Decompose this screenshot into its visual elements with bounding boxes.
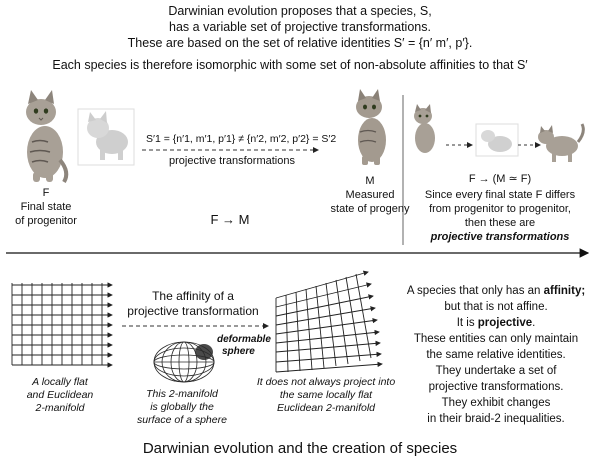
projective-transformations-line: projective transformations. bbox=[428, 381, 564, 393]
cat-progenitor-icon bbox=[26, 90, 66, 182]
not-affine-line: but that is not affine. bbox=[444, 301, 548, 313]
deformable-sphere-icon bbox=[154, 342, 214, 382]
identity-formula: S′1 = {n′1, m′1, p′1} ≠ {n′2, m′2, p′2} = S′2 bbox=[146, 133, 337, 145]
small-ghost-cat-icon bbox=[476, 124, 518, 156]
projective-suffix: . bbox=[532, 317, 536, 329]
projective-prefix: It is bbox=[456, 317, 478, 329]
small-cat-left-icon bbox=[414, 104, 435, 153]
footer-title: Darwinian evolution and the creation of species bbox=[142, 440, 458, 457]
projected-caption-line-1: It does not always project into bbox=[256, 376, 396, 388]
projected-caption-line-2: the same locally flat bbox=[279, 389, 373, 401]
flat-grid bbox=[12, 283, 112, 365]
small-cat-right-icon bbox=[538, 124, 583, 162]
projected-grid bbox=[276, 272, 382, 372]
right-text-line-1: Since every final state F differs bbox=[424, 189, 576, 201]
right-text-line-4: projective transformations bbox=[430, 231, 570, 243]
sphere-label: sphere bbox=[222, 346, 255, 357]
relative-identities-line: the same relative identities. bbox=[426, 349, 566, 361]
label-f: F bbox=[42, 187, 50, 199]
species-affinity-prefix: A species that only has an bbox=[406, 285, 544, 297]
flat-caption-line-1: A locally flat bbox=[32, 376, 88, 388]
label-m: M bbox=[365, 175, 375, 187]
projective-line bbox=[457, 318, 536, 330]
projective-transformations-label: projective transformations bbox=[169, 155, 295, 167]
right-text-line-2: from progenitor to progenitor, bbox=[429, 203, 571, 215]
caption-measured: Measured bbox=[345, 189, 395, 201]
affinity-title-line-1: The affinity of a bbox=[152, 289, 234, 303]
affinity-bold: affinity; bbox=[543, 285, 586, 297]
intro-line-4: Each species is therefore isomorphic with some set of non-absolute affinities to that S′ bbox=[52, 58, 528, 72]
species-affinity-line bbox=[407, 286, 585, 298]
caption-of-progenitor: of progenitor bbox=[15, 215, 77, 227]
intro-line-2: has a variable set of projective transformations. bbox=[169, 20, 431, 34]
right-text-line-3: then these are bbox=[464, 217, 536, 229]
flat-caption-line-3: 2-manifold bbox=[35, 402, 85, 414]
sphere-caption-line-2: is globally the bbox=[150, 401, 214, 413]
undertake-line: They undertake a set of bbox=[435, 365, 557, 377]
projective-bold: projective bbox=[477, 317, 533, 329]
right-formula: F → (M ≃ F) bbox=[468, 173, 532, 185]
deformable-label: deformable bbox=[217, 334, 271, 345]
flat-caption-line-2: and Euclidean bbox=[26, 389, 94, 401]
cat-progeny-icon bbox=[356, 89, 386, 165]
caption-state-of-progeny: state of progeny bbox=[330, 203, 410, 215]
intro-line-1: Darwinian evolution proposes that a species, S, bbox=[168, 4, 432, 18]
affinity-title-line-2: projective transformation bbox=[127, 304, 259, 318]
ghost-cat-icon bbox=[78, 109, 134, 165]
sphere-caption-line-1: This 2-manifold bbox=[146, 388, 218, 400]
intro-line-3: These are based on the set of relative identities S′ = {n′ m′, p′}. bbox=[127, 36, 473, 50]
f-to-m-label: F → M bbox=[210, 212, 250, 227]
sphere-caption-line-3: surface of a sphere bbox=[137, 414, 227, 426]
projected-caption-line-3: Euclidean 2-manifold bbox=[276, 402, 376, 414]
braid-inequalities-line: in their braid-2 inequalities. bbox=[427, 413, 565, 425]
maintain-line: These entities can only maintain bbox=[413, 333, 579, 345]
caption-final-state: Final state bbox=[20, 201, 72, 213]
exhibit-changes-line: They exhibit changes bbox=[441, 397, 551, 409]
